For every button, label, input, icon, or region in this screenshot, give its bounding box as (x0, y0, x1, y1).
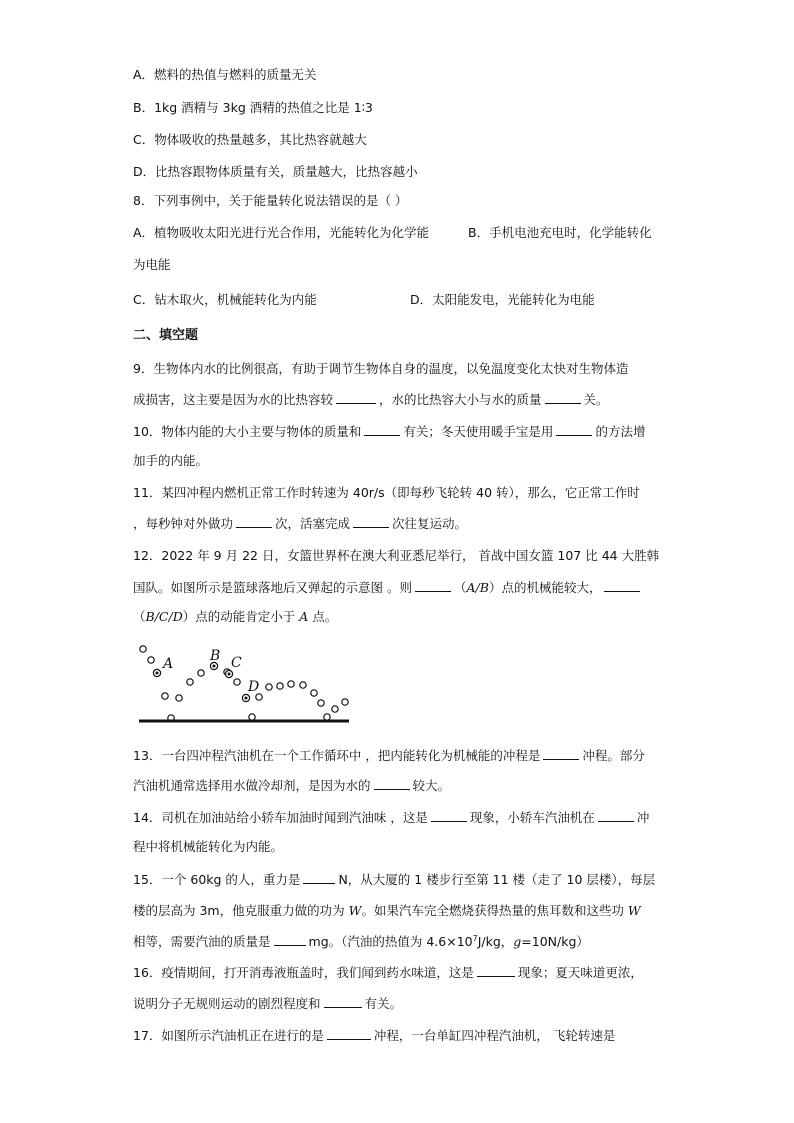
answer-blank[interactable] (236, 514, 272, 528)
q10-line1 (133, 422, 645, 441)
q13-text: 13．一台四冲程汽油机在一个工作循环中 ，把内能转化为机械能的冲程是 (133, 748, 541, 763)
q7-option-d: D．比热容跟物体质量有关，质量越大，比热容越小 (133, 164, 418, 179)
q9-line1: 9．生物体内水的比例很高，有助于调节生物体自身的温度，以免温度变化太快对生物体造 (133, 361, 629, 376)
q15-text: =10N/kg） (521, 934, 589, 949)
q15-line3 (133, 932, 589, 951)
q7-option-a: A．燃料的热值与燃料的质量无关 (133, 67, 317, 82)
q15-line1 (133, 870, 655, 889)
point-c-dot (228, 673, 231, 676)
ball-position (266, 684, 272, 690)
answer-blank[interactable] (353, 514, 389, 528)
q7-option-b: B．1kg 酒精与 3kg 酒精的热值之比是 1∶3 (133, 100, 373, 115)
ball-position (288, 681, 294, 687)
ball-position (187, 679, 193, 685)
answer-blank[interactable] (545, 390, 581, 404)
answer-blank[interactable] (374, 776, 410, 790)
q11-text: 次，活塞完成 (275, 516, 351, 531)
label-b: B (210, 648, 221, 664)
q9-text: 关。 (583, 392, 609, 407)
answer-blank[interactable] (336, 390, 376, 404)
q17-line1 (133, 1026, 615, 1045)
q15-text: g (513, 934, 522, 949)
q12-text: ）点的机械能较大， (488, 580, 602, 595)
ball-position (162, 693, 168, 699)
q16-line2 (133, 994, 402, 1013)
answer-blank[interactable] (431, 808, 467, 822)
answer-blank[interactable] (556, 422, 592, 436)
basketball-bounce-figure (135, 640, 355, 730)
q15-text: W (627, 903, 641, 918)
q8-option-c: C．钻木取火，机械能转化为内能 (133, 292, 317, 307)
q10-line2: 加手的内能。 (133, 453, 209, 468)
ball-position (277, 683, 283, 689)
q15-text: 。如果汽车完全燃烧获得热量的焦耳数和这些功 (361, 903, 628, 918)
ball-position (148, 657, 154, 663)
ball-position (332, 706, 338, 712)
q14-line1 (133, 808, 649, 827)
q16-text: 16．疫情期间，打开消毒液瓶盖时，我们闻到药水味道，这是 (133, 965, 474, 980)
ball-position (198, 670, 204, 676)
label-a: A (163, 656, 174, 672)
q12-text: A/B (466, 580, 489, 595)
answer-blank[interactable] (327, 1026, 371, 1040)
q11-text: ，每秒钟对外做功 (133, 516, 234, 531)
ball-position (311, 690, 317, 696)
q8-stem: 8．下列事例中，关于能量转化说法错误的是（ ） (133, 193, 408, 208)
q14-line2: 程中将机械能转化为内能。 (133, 839, 284, 854)
ball-position (342, 699, 348, 705)
q15-text: W (348, 903, 362, 918)
q15-line2 (133, 902, 641, 920)
q12-line1: 12．2022 年 9 月 22 日，女篮世界杯在澳大利亚悉尼举行， 首战中国女篮 107 比 44 大胜韩 (133, 548, 660, 563)
q8-option-a: A．植物吸收太阳光进行光合作用，光能转化为化学能 (133, 225, 430, 240)
q17-text: 冲程，一台单缸四冲程汽油机， 飞轮转速是 (373, 1028, 616, 1043)
q12-line3 (133, 608, 337, 626)
q11-line1: 11．某四冲程内燃机正常工作时转速为 40r/s（即每秒飞轮转 40 转），那么，它正常工作时 (133, 485, 640, 500)
q13-line2 (133, 776, 450, 795)
q9-text: 成损害，这主要是因为水的比热容较 (133, 392, 334, 407)
answer-blank[interactable] (415, 578, 451, 592)
ball-position (249, 714, 255, 720)
q16-text: 说明分子无规则运动的剧烈程度和 (133, 996, 321, 1011)
q12-text: A (299, 609, 309, 624)
q13-text: 较大。 (412, 778, 451, 793)
q16-line1 (133, 963, 643, 982)
answer-blank[interactable] (477, 963, 515, 977)
q8-option-d: D．太阳能发电，光能转化为电能 (410, 292, 595, 307)
answer-blank[interactable] (604, 578, 640, 592)
q13-line1 (133, 746, 645, 765)
q7-option-c: C．物体吸收的热量越多，其比热容就越大 (133, 132, 367, 147)
q9-line2 (133, 390, 609, 409)
q12-text: ）点的动能肯定小于 (182, 609, 300, 624)
answer-blank[interactable] (274, 932, 306, 946)
ball-position (318, 700, 324, 706)
q10-text: 的方法增 (595, 424, 646, 439)
q15-text: mg。（汽油的热值为 4.6×10 (308, 934, 473, 949)
q14-text: 冲 (636, 810, 650, 825)
ball-position (300, 682, 306, 688)
q16-text: 有关。 (364, 996, 403, 1011)
answer-blank[interactable] (598, 808, 634, 822)
label-d: D (248, 679, 260, 695)
q15-text: 相等，需要汽油的质量是 (133, 934, 271, 949)
ball-position (140, 646, 146, 652)
q14-text: 现象，小轿车汽油机在 (469, 810, 595, 825)
label-c: C (231, 655, 242, 671)
q17-text: 17．如图所示汽油机正在进行的是 (133, 1028, 324, 1043)
q15-text: N，从大厦的 1 楼步行至第 11 楼（走了 10 层楼），每层 (338, 872, 656, 887)
q15-text: 15．一个 60kg 的人，重力是 (133, 872, 301, 887)
q12-text: （ (453, 580, 467, 595)
q10-text: 10．物体内能的大小主要与物体的质量和 (133, 424, 362, 439)
q8-option-b-cont: 为电能 (133, 257, 171, 272)
q15-text: J/kg， (477, 934, 514, 949)
q10-text: 有关；冬天使用暖手宝是用 (403, 424, 554, 439)
ball-position (234, 679, 240, 685)
q13-text: 汽油机通常选择用水做冷却剂，是因为水的 (133, 778, 371, 793)
q11-line2 (133, 514, 467, 533)
section-heading: 二、填空题 (133, 328, 199, 343)
q12-text: 点。 (308, 609, 338, 624)
answer-blank[interactable] (543, 746, 579, 760)
q13-text: 冲程。部分 (582, 748, 645, 763)
q11-text: 次往复运动。 (392, 516, 468, 531)
q9-text: ，水的比热容大小与水的质量 (379, 392, 542, 407)
q12-text: B/C/D (145, 609, 183, 624)
ball-position (176, 695, 182, 701)
answer-blank[interactable] (303, 870, 335, 884)
q12-line2 (133, 578, 643, 597)
q16-text: 现象；夏天味道更浓， (517, 965, 643, 980)
point-a-dot (156, 672, 159, 675)
ball-position (324, 714, 330, 720)
q12-text: 国队。如图所示是篮球落地后又弹起的示意图 。则 (133, 580, 412, 595)
q15-text: 楼的层高为 3m，他克服重力做的功为 (133, 903, 349, 918)
q12-text: （ (133, 609, 146, 624)
answer-blank[interactable] (324, 994, 362, 1008)
q8-option-b: B．手机电池充电时，化学能转化 (468, 225, 652, 240)
point-b-dot (213, 665, 216, 668)
point-d-dot (245, 697, 248, 700)
answer-blank[interactable] (364, 422, 400, 436)
q15-text: 7 (472, 933, 478, 943)
q14-text: 14．司机在加油站给小轿车加油时闻到汽油味 ，这是 (133, 810, 428, 825)
